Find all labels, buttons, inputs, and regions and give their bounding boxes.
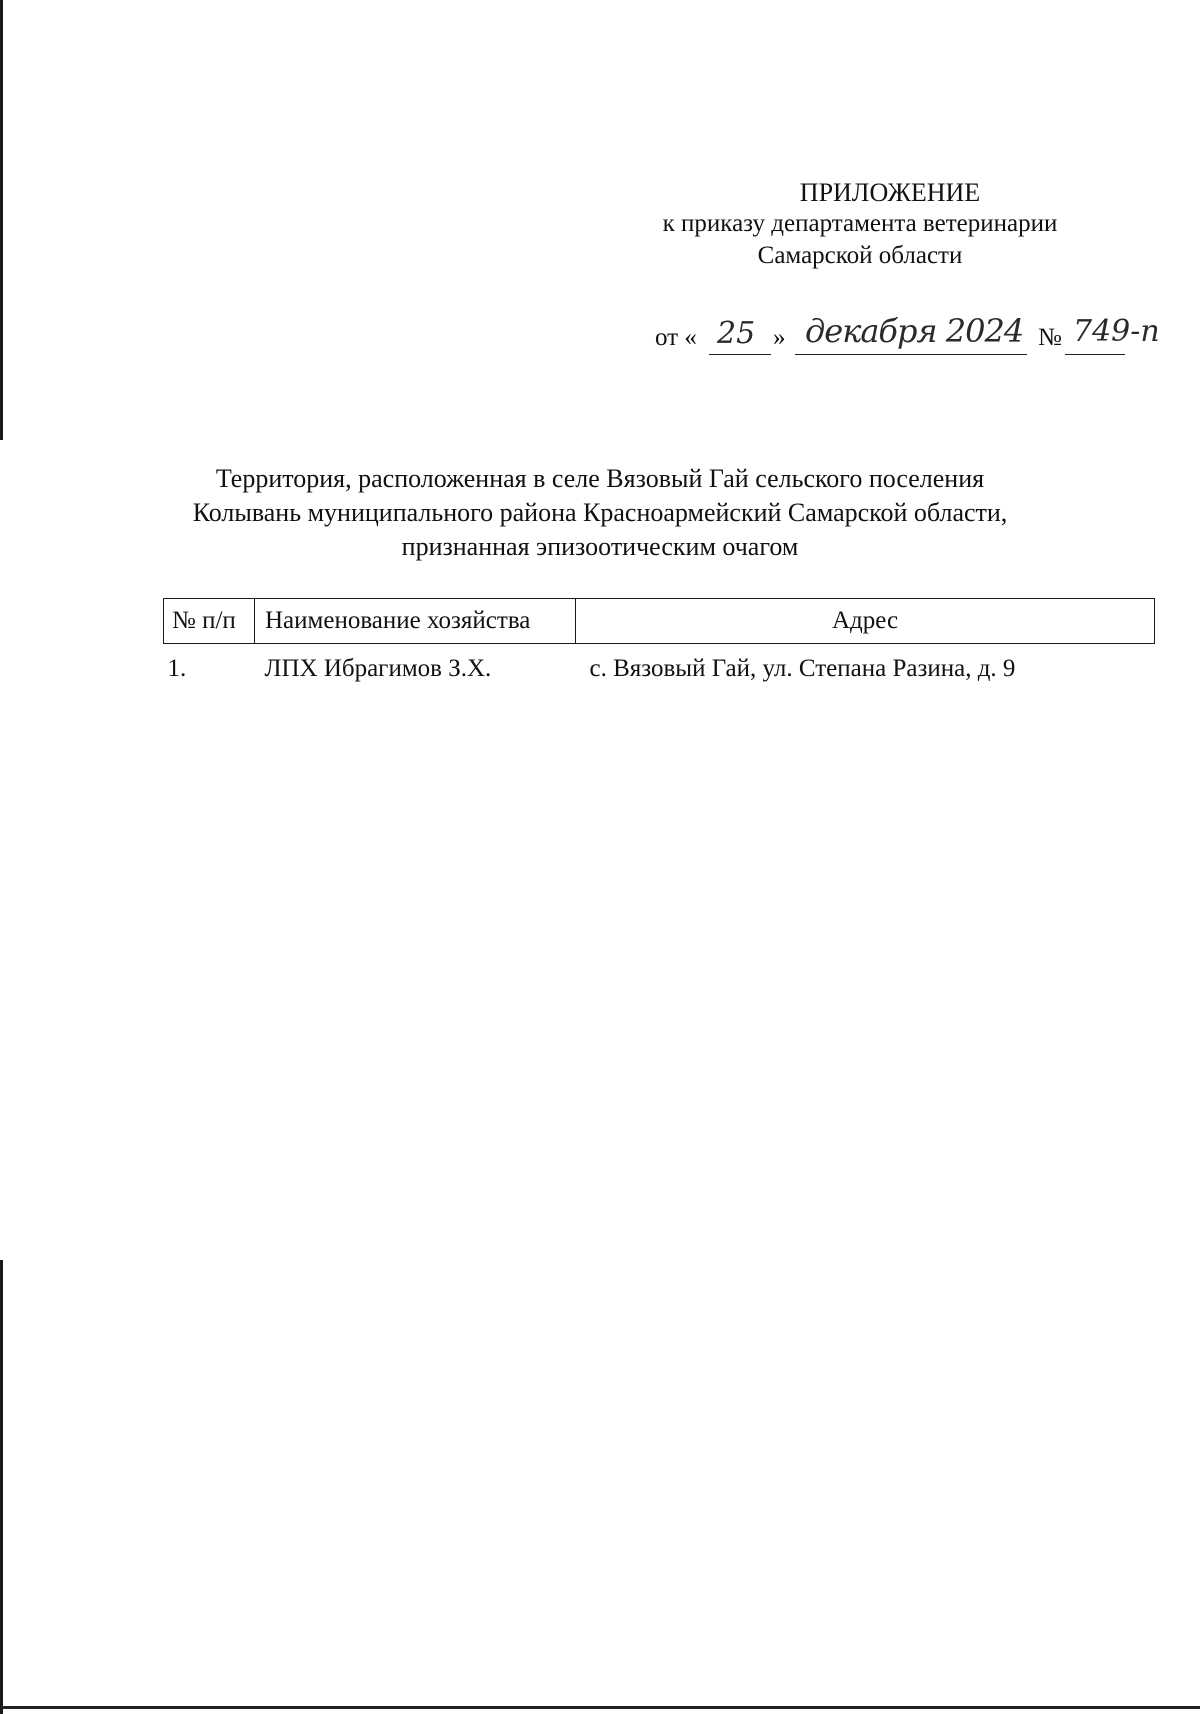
appendix-line-1: к приказу департамента ветеринарии bbox=[662, 210, 1058, 237]
document-heading bbox=[150, 462, 1050, 564]
order-number: 749-п bbox=[1073, 314, 1160, 349]
heading-line-1: Территория, расположенная в селе Вязовый Гай сельского поселения bbox=[215, 464, 985, 493]
table-header-row bbox=[164, 599, 1155, 644]
appendix-line-2: Самарской области bbox=[757, 242, 963, 269]
order-date-number bbox=[655, 312, 1195, 368]
column-header-farm-name: Наименование хозяйства bbox=[255, 599, 576, 644]
appendix-block bbox=[620, 178, 1180, 272]
order-number-sign: № bbox=[1038, 324, 1062, 351]
order-number-underline bbox=[1065, 354, 1125, 355]
farm-table bbox=[163, 598, 1155, 692]
cell-number: 1. bbox=[167, 655, 187, 682]
order-day-underline bbox=[709, 354, 771, 355]
column-header-address: Адрес bbox=[576, 599, 1155, 644]
scan-bottom-rule bbox=[0, 1706, 1200, 1709]
order-quote-close: » bbox=[773, 324, 786, 351]
column-header-number: № п/п bbox=[164, 599, 255, 644]
scan-edge-top bbox=[0, 0, 3, 440]
order-month-underline bbox=[795, 354, 1027, 355]
table-row bbox=[164, 644, 1155, 693]
order-prefix: от « bbox=[655, 324, 697, 351]
cell-farm-name: ЛПХ Ибрагимов З.Х. bbox=[264, 655, 492, 682]
appendix-title: ПРИЛОЖЕНИЕ bbox=[799, 178, 981, 207]
scan-edge-bottom bbox=[0, 1260, 3, 1714]
order-month-year: декабря 2024 bbox=[805, 312, 1024, 350]
heading-line-2: Колывань муниципального района Красноармейский Самарской области, bbox=[192, 498, 1008, 527]
order-day: 25 bbox=[717, 316, 756, 351]
cell-address: с. Вязовый Гай, ул. Степана Разина, д. 9 bbox=[589, 655, 1016, 682]
heading-line-3: признанная эпизоотическим очагом bbox=[401, 532, 799, 561]
